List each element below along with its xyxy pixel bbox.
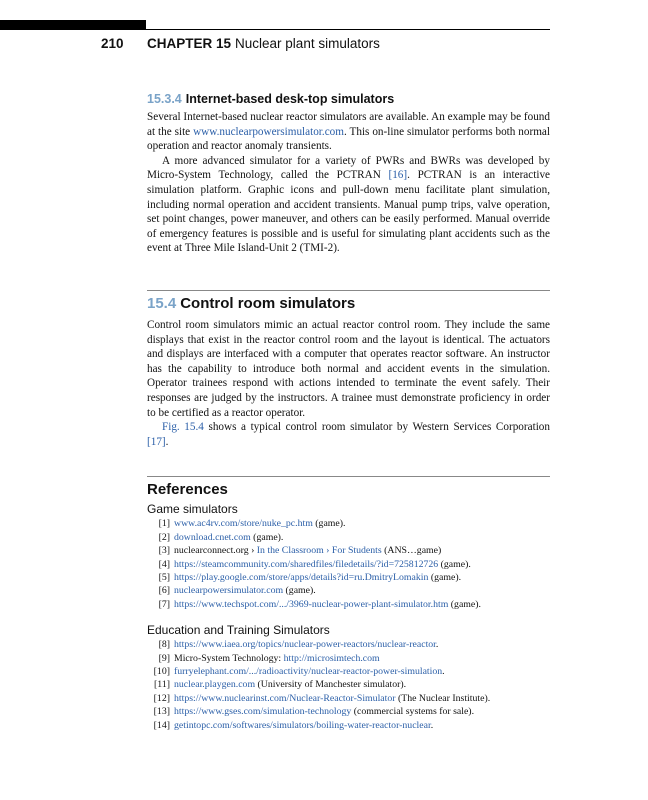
reference-prefix: Micro-System Technology:: [174, 652, 284, 664]
reference-item: [147, 584, 550, 597]
running-head: [147, 36, 380, 51]
reference-note: .: [442, 665, 445, 677]
reference-text: [174, 584, 316, 597]
reference-number: [4]: [158, 558, 170, 570]
reference-item: [147, 665, 550, 678]
header-rule: [146, 29, 550, 30]
reference-number: [5]: [158, 571, 170, 583]
header-bar: [0, 20, 146, 30]
reference-link[interactable]: nuclearpowersimulator.com: [174, 585, 284, 597]
reference-note: .: [435, 639, 439, 651]
reference-item: [147, 692, 550, 705]
reference-number: [7]: [158, 598, 170, 610]
reference-link[interactable]: http://microsimtech.com: [283, 652, 380, 664]
reference-number: [1]: [158, 518, 170, 530]
reference-link[interactable]: getintopc.com/softwares/simulators/boiling-water-reactor-nuclear: [174, 719, 431, 731]
text-run: . PCTRAN is an interactive simulation platform. Graphic icons and pull-down menu facilitate plant simulation, including normal operation and accident transients. Manual pump trips, valve operation, set point changes, power maneuver, and others can be easily performed. Manual override of emergency features is possible and is useful for simulating plant accidents such as the event at Three Mile Island-Unit 2 (TMI-2).: [147, 169, 551, 255]
reference-note: (game).: [250, 531, 284, 543]
figure-link[interactable]: Fig. 15.4: [162, 421, 204, 434]
game-simulators-heading: Game simulators: [147, 502, 238, 517]
reference-item: [147, 598, 550, 611]
reference-number: [9]: [158, 652, 170, 664]
reference-text: [174, 544, 441, 557]
text-run: shows a typical control room simulator by Western Services Corporation: [203, 421, 550, 434]
reference-link[interactable]: nuclear.playgen.com: [174, 679, 256, 691]
reference-text: [174, 678, 406, 691]
citation-link[interactable]: [16]: [388, 169, 408, 182]
reference-link[interactable]: furryelephant.com/.../radioactivity/nuclear-reactor-power-simulation: [174, 665, 443, 677]
reference-number: [12]: [153, 692, 170, 704]
page-header: [0, 36, 600, 54]
reference-link[interactable]: https://www.nuclearinst.com/Nuclear-Reactor-Simulator: [174, 692, 396, 704]
reference-text: [174, 692, 490, 705]
reference-link[interactable]: https://play.google.com/store/apps/details?id=ru.DmitryLomakin: [174, 571, 429, 583]
reference-text: [174, 517, 345, 530]
page-body: [147, 92, 550, 732]
reference-text: [174, 719, 433, 732]
reference-number: [11]: [154, 679, 170, 691]
reference-item: [147, 531, 550, 544]
text-run: . This on-line simulator performs both normal operation and reactor anomaly transients.: [147, 125, 550, 153]
reference-link[interactable]: https://www.gses.com/simulation-technology: [174, 706, 352, 718]
chapter-title: Nuclear plant simulators: [235, 36, 380, 51]
reference-note: (game).: [283, 585, 316, 597]
reference-item: [147, 571, 550, 584]
education-reference-list: [147, 638, 550, 732]
reference-note: .: [430, 719, 434, 731]
reference-note: (The Nuclear Institute).: [395, 692, 491, 704]
reference-text: [174, 665, 445, 678]
section-divider: [147, 290, 550, 291]
subsection-number: 15.3.4: [147, 92, 182, 106]
reference-link[interactable]: In the Classroom › For Students: [256, 545, 382, 557]
reference-item: [147, 544, 550, 557]
page-number: 210: [101, 36, 124, 51]
reference-item: [147, 638, 550, 651]
section-divider: [147, 476, 550, 477]
reference-link[interactable]: download.cnet.com: [174, 531, 251, 543]
paragraph: [147, 110, 550, 154]
subsection-title: Internet-based desk-top simulators: [185, 92, 395, 106]
paragraph: [147, 154, 550, 256]
reference-number: [14]: [153, 719, 170, 731]
reference-text: [174, 571, 461, 584]
reference-note: (game).: [312, 518, 346, 530]
reference-number: [6]: [158, 585, 170, 597]
reference-link[interactable]: https://www.techspot.com/.../3969-nuclear-power-plant-simulator.htm: [174, 598, 449, 610]
reference-text: [174, 705, 474, 718]
reference-note: (game).: [438, 558, 471, 570]
section-title: Control room simulators: [180, 294, 356, 312]
chapter-label: CHAPTER 15: [147, 36, 232, 51]
reference-text: [174, 598, 481, 611]
citation-link[interactable]: [17]: [147, 435, 166, 448]
reference-item: [147, 719, 550, 732]
education-simulators-heading: Education and Training Simulators: [147, 623, 330, 638]
reference-text: [174, 638, 438, 651]
reference-prefix: nuclearconnect.org ›: [174, 545, 257, 557]
reference-item: [147, 517, 550, 530]
link-nuclearpowersimulator[interactable]: www.nuclearpowersimulator.com: [193, 125, 344, 138]
references-heading: References: [147, 481, 228, 499]
reference-item: [147, 705, 550, 718]
reference-number: [2]: [158, 531, 170, 543]
reference-item: [147, 558, 550, 571]
text-run: .: [165, 435, 169, 448]
section-heading: [147, 295, 550, 312]
reference-item: [147, 678, 550, 691]
reference-note: (game).: [448, 598, 481, 610]
subsection-heading: [147, 92, 550, 106]
reference-text: [174, 652, 380, 665]
reference-number: [3]: [158, 545, 170, 557]
reference-number: [8]: [158, 639, 170, 651]
reference-item: [147, 652, 550, 665]
text-run: A more advanced simulator for a variety of PWRs and BWRs was developed by Micro-System Technology, called the PCTRAN: [147, 154, 550, 182]
section-number: 15.4: [147, 294, 177, 312]
reference-link[interactable]: www.ac4rv.com/store/nuke_pc.htm: [174, 518, 313, 530]
reference-text: [174, 531, 283, 544]
paragraph: Control room simulators mimic an actual reactor control room. They include the same displays that exist in the reactor control room and the layout is identical. The actuators and displays are interfaced with a computer that operates reactor software. An instructor has the capability to introduce both normal and accident events in the simulation. Operator trainees respond with actions intended to terminate the event safely. Their responses are judged by the instructors. A trainee must demonstrate proficiency in order to be certified as a reactor operator.: [147, 318, 550, 419]
reference-note: (game).: [428, 571, 462, 583]
reference-note: (University of Manchester simulator).: [255, 679, 407, 691]
paragraph: [147, 420, 550, 449]
reference-note: (ANS…game): [381, 545, 442, 557]
reference-number: [13]: [153, 706, 170, 718]
reference-text: [174, 558, 471, 571]
game-reference-list: [147, 517, 550, 611]
reference-link[interactable]: https://www.iaea.org/topics/nuclear-power-reactors/nuclear-reactor: [174, 639, 436, 651]
text-run: Several Internet-based nuclear reactor simulators are available. An example may be found at the site: [147, 111, 550, 138]
reference-link[interactable]: https://steamcommunity.com/sharedfiles/filedetails/?id=725812726: [174, 558, 439, 570]
reference-note: (commercial systems for sale).: [351, 706, 475, 718]
reference-number: [10]: [153, 665, 170, 677]
